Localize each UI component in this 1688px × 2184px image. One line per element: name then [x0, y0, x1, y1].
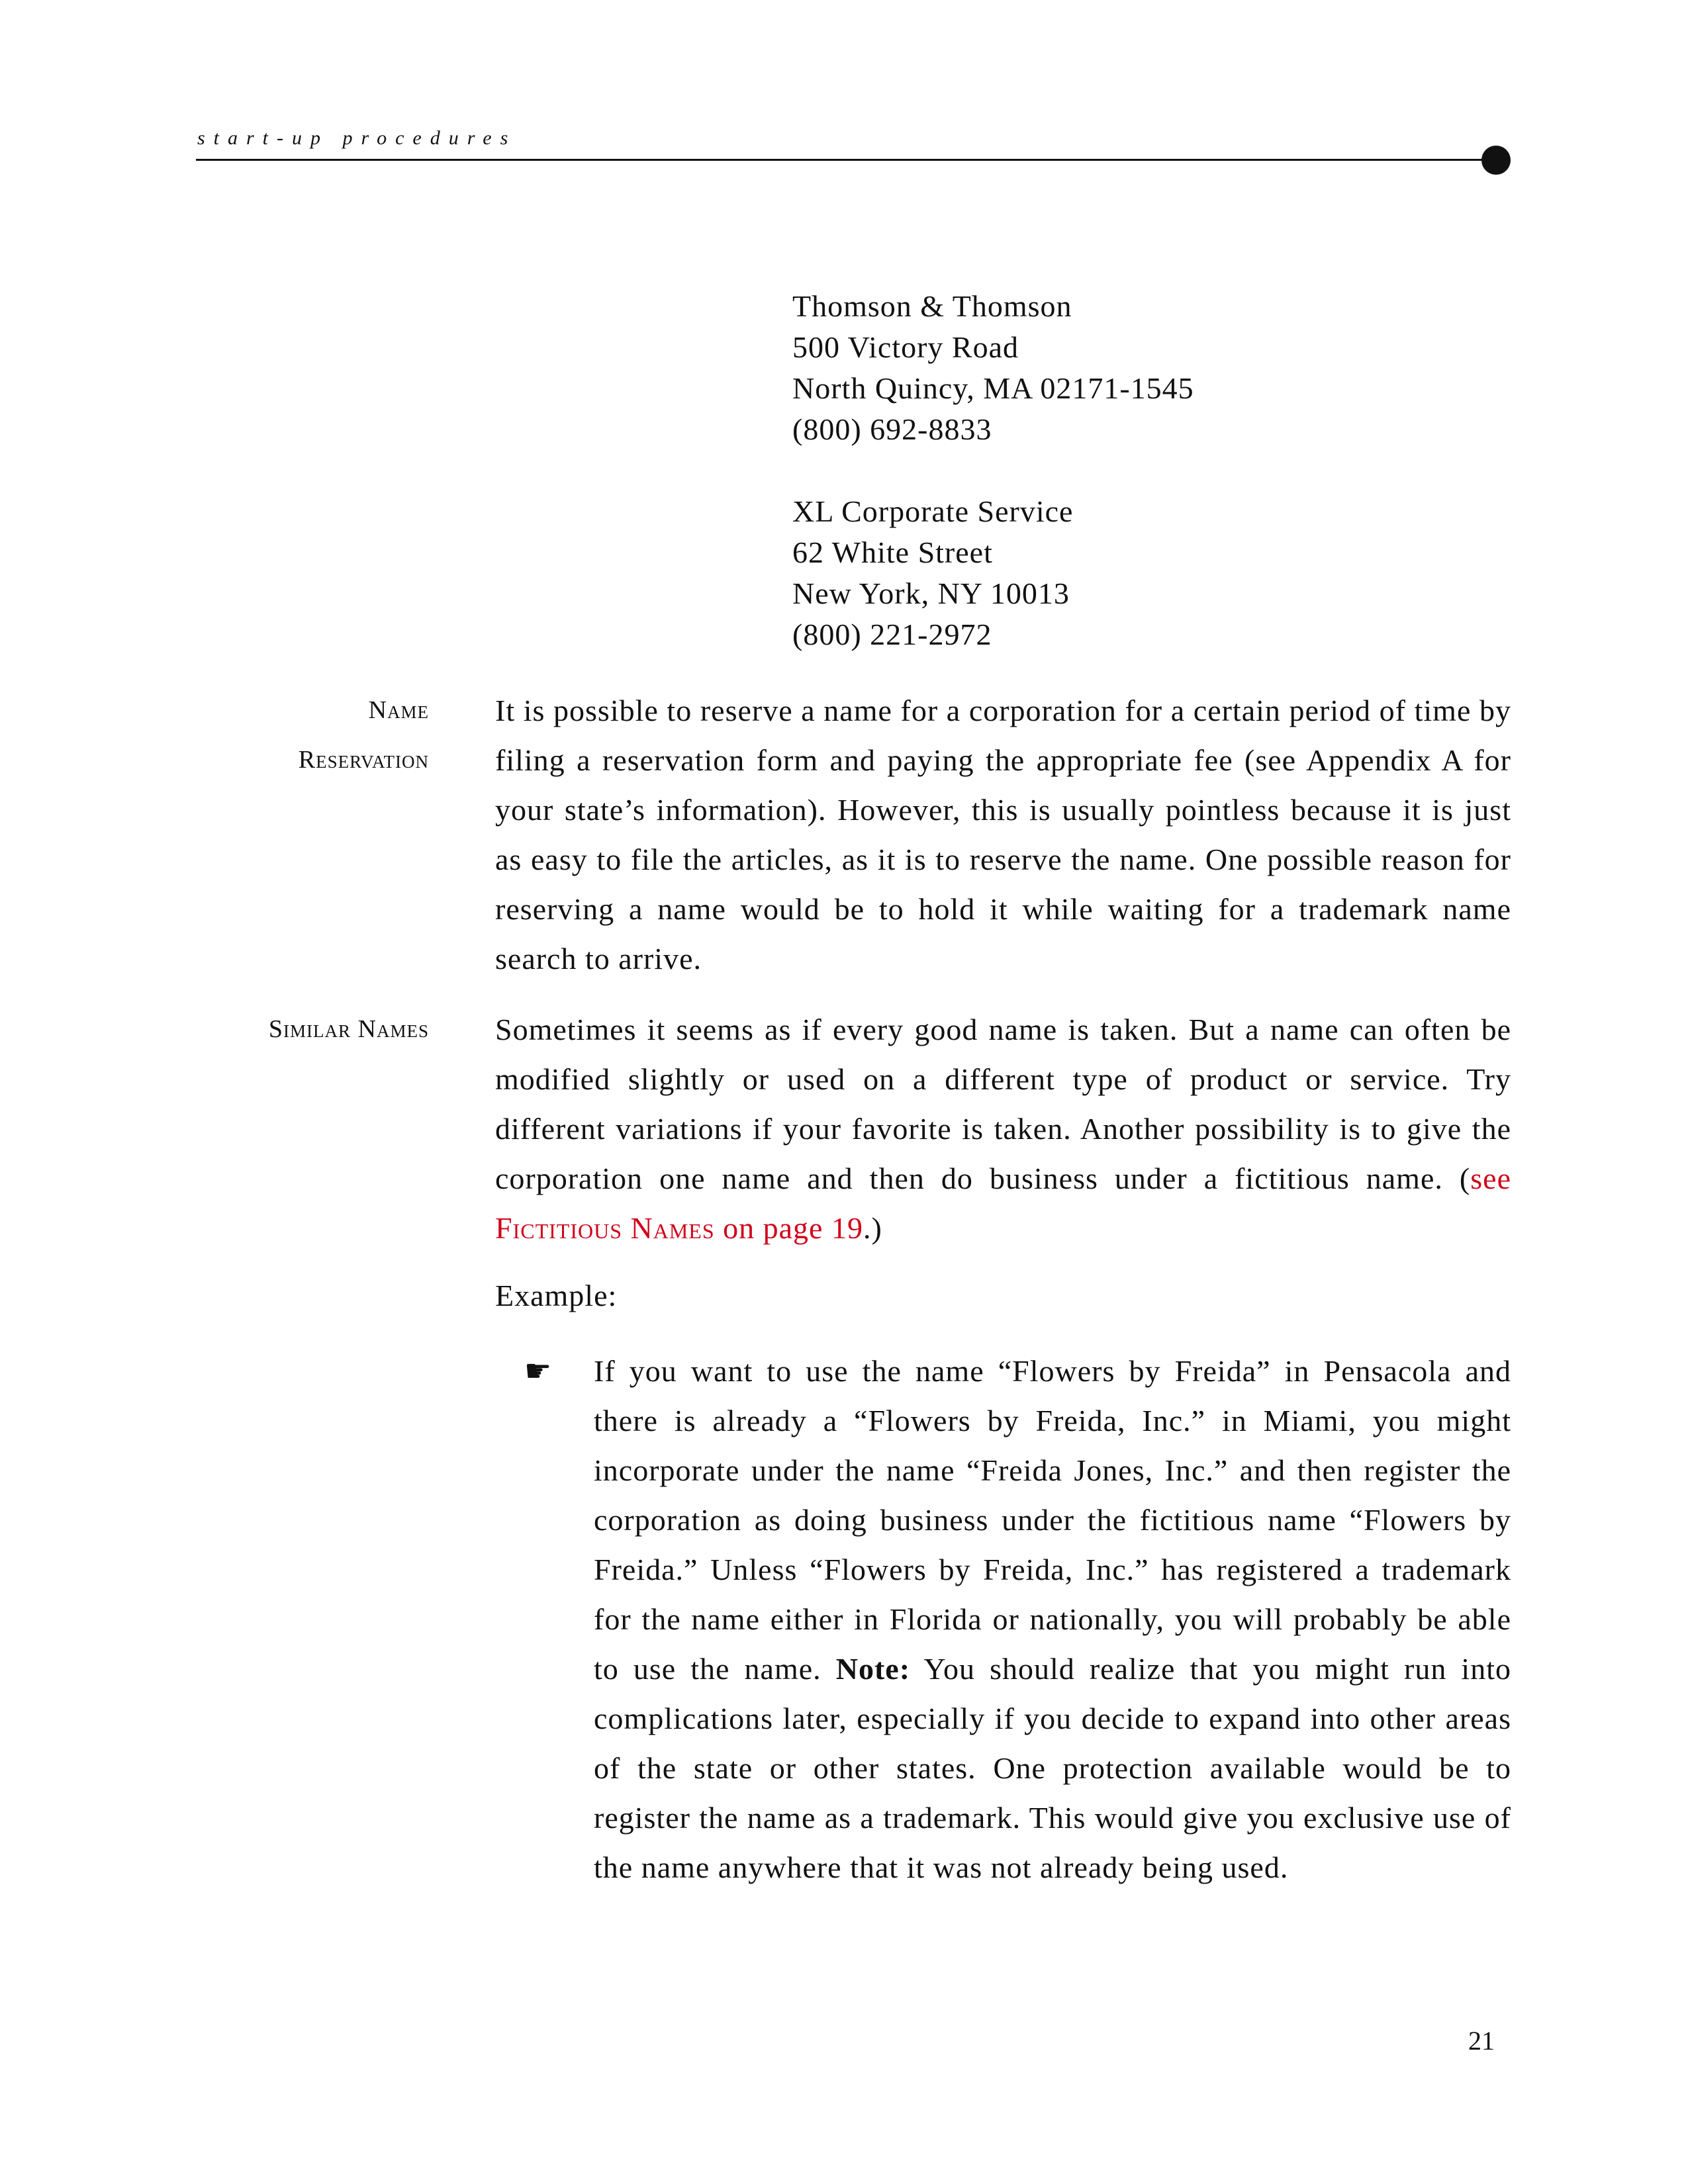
side-heading-line: Name	[368, 696, 429, 724]
xref-title: Fictitious Names	[495, 1211, 715, 1245]
side-heading-line: Similar Names	[268, 1015, 429, 1043]
side-heading-line: Reservation	[298, 746, 429, 774]
address-line: (800) 221-2972	[792, 617, 992, 651]
xref-page: on page 19	[714, 1211, 863, 1245]
pointing-hand-icon: ☛	[524, 1354, 552, 1388]
address-line: 500 Victory Road	[792, 330, 1019, 364]
header-rule	[196, 159, 1497, 161]
example-label: Example:	[495, 1279, 618, 1312]
address-line: XL Corporate Service	[792, 494, 1074, 528]
address-line: Thomson & Thomson	[792, 289, 1072, 323]
address-line: 62 White Street	[792, 535, 993, 569]
example-text	[594, 1346, 1511, 1892]
side-heading-name-reservation	[299, 686, 429, 785]
side-heading-similar-names	[269, 1005, 429, 1054]
page-number: 21	[1468, 2026, 1495, 2056]
running-header: start-up procedures	[197, 127, 517, 149]
xref-prefix: see	[1470, 1161, 1511, 1195]
address-line: North Quincy, MA 02171-1545	[792, 371, 1194, 405]
paragraph-name-reservation: It is possible to reserve a name for a corporation for a certain period of time by filing a reservation form and paying the appropriate fee (see Appendix A for your state’s information). However, this is usually pointless because it is just as easy to file the articles, as it is to reserve the name. One possible reason for reserving a name would be to hold it while waiting for a trademark name search to arrive.	[495, 694, 1511, 976]
address-line: (800) 692-8833	[792, 412, 992, 446]
header-dot-icon	[1481, 146, 1511, 175]
example-text-part: You should realize that you might run into complications later, especially if you decide to expand into other areas of the state or other states. One protection available would be to register the name as a trademark. This would give you exclusive use of the name anywhere that it was not already being used.	[594, 1652, 1511, 1884]
paragraph-similar-names	[495, 1005, 1511, 1253]
example-text-part: If you want to use the name “Flowers by Freida” in Pensacola and there is already a “Flowers by Freida, Inc.” in Miami, you might incorporate under the name “Freida Jones, Inc.” and then register the corporation as doing business under the fictitious name “Flowers by Freida.” Unless “Flowers by Freida, Inc.” has registered a trademark for the name either in Florida or nationally, you will probably be able to use the name.	[594, 1354, 1511, 1686]
address-block-xl	[792, 491, 1073, 655]
paragraph-text: Sometimes it seems as if every good name is taken. But a name can often be modified slightly or used on a different type of product or service. Try different variations if your favorite is taken. Another possibility is to give the corporation one name and then do business under a fictitious name. (	[495, 1013, 1511, 1195]
note-label: Note:	[835, 1652, 911, 1686]
paragraph-text: .)	[863, 1211, 882, 1245]
address-block-thomson	[792, 286, 1194, 450]
address-line: New York, NY 10013	[792, 576, 1070, 610]
